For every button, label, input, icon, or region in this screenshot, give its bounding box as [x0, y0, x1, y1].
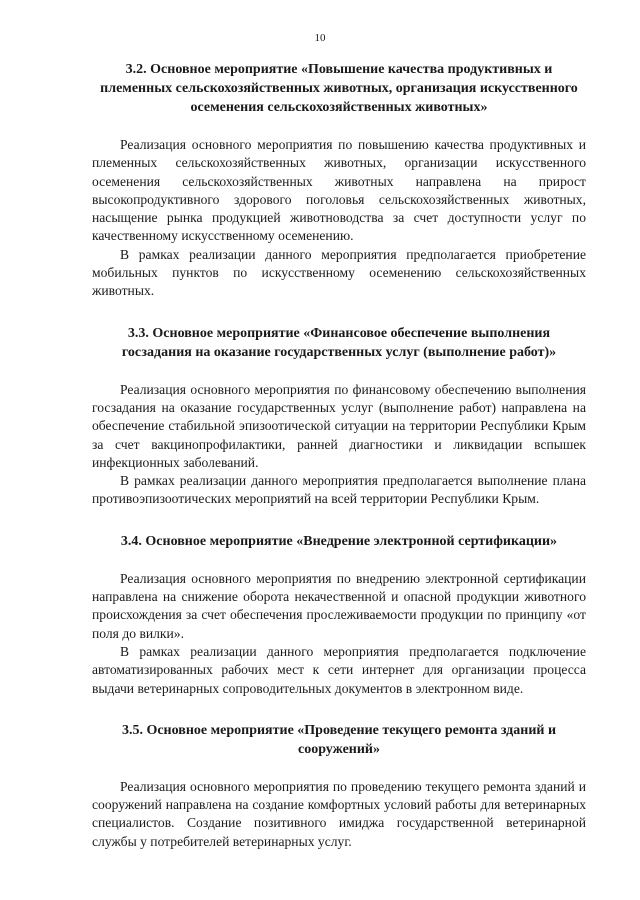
paragraph: В рамках реализации данного мероприятия предполагается приобретение мобильных пунктов по искусственному осеменению сельскохозяйственных животных. [92, 246, 586, 299]
section-heading: 3.4. Основное мероприятие «Внедрение электронной сертификации» [120, 533, 558, 549]
section-heading: 3.2. Основное мероприятие «Повышение качества продуктивных и племенных сельскохозяйственных животных, организация искусственного осеменения сельскохозяйственных животных» [100, 62, 578, 115]
section-3-5 [92, 721, 586, 851]
paragraph: В рамках реализации данного мероприятия предполагается выполнение плана противоэпизоотических мероприятий на всей территории Республики Крым. [92, 473, 586, 507]
paragraph: В рамках реализации данного мероприятия предполагается подключение автоматизированных рабочих мест к сети интернет для организации процесса выдачи ветеринарных сопроводительных документов в электронном виде. [92, 643, 586, 696]
document-body [92, 60, 586, 851]
paragraph: Реализация основного мероприятия по финансовому обеспечению выполнения госзадания на оказание государственных услуг (выполнение работ) направлена на обеспечение стабильной эпизоотической ситуации на территории Республики Крым за счет вакцинопрофилактики, ранней диагностики и ликвидации вспышек инфекционных заболеваний. [92, 381, 586, 470]
section-3-2 [92, 60, 586, 301]
section-heading: 3.5. Основное мероприятие «Проведение текущего ремонта зданий и сооружений» [121, 722, 557, 757]
section-3-4 [92, 532, 586, 698]
page-number: 10 [314, 32, 326, 44]
paragraph: Реализация основного мероприятия по проведению текущего ремонта зданий и сооружений направлена на создание комфортных условий работы для ветеринарных специалистов. Создание позитивного имиджа государственной ветеринарной службы у потребителей ветеринарных услуг. [92, 778, 586, 849]
paragraph: Реализация основного мероприятия по повышению качества продуктивных и племенных сельскохозяйственных животных, организации искусственного осеменения сельскохозяйственных животных направлена на прирост высокопродуктивного здорового поголовья сельскохозяйственных животных, насыщение рынка продукцией животноводства за счет доступности услуг по качественному искусственному осеменению. [92, 137, 586, 244]
section-heading: 3.3. Основное мероприятие «Финансовое обеспечение выполнения госзадания на оказание государственных услуг (выполнение работ)» [121, 325, 557, 360]
section-3-3 [92, 324, 586, 509]
paragraph: Реализация основного мероприятия по внедрению электронной сертификации направлена на снижение оборота некачественной и опасной продукции животного происхождения за счет обеспечения прослеживаемости продукции по принципу «от поля до вилки». [92, 570, 586, 641]
